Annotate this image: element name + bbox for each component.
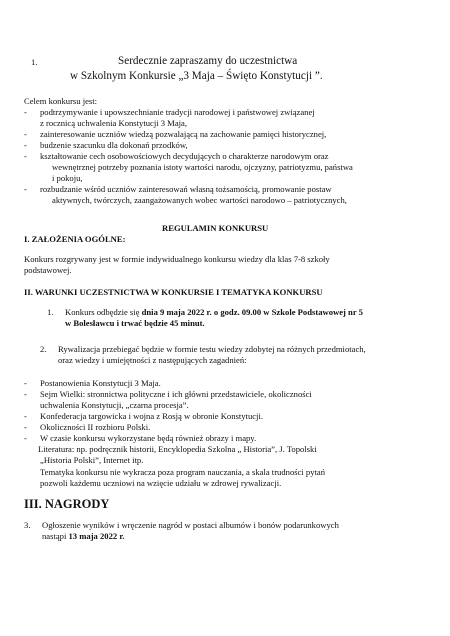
section-1-text-line-1: Konkurs rozgrywany jest w formie indywidualnego konkursu wiedzy dla klas 7-8 szkoły bbox=[24, 254, 330, 264]
goal-item-4-line-1: kształtowanie cech osobowościowych decydujących o charakterze narodowym oraz bbox=[40, 151, 329, 161]
scope-line-2: pozwoli każdemu uczniowi na wzięcie udziału w zdrowej rywalizacji. bbox=[40, 478, 282, 488]
goals-intro: Celem konkursu jest: bbox=[24, 96, 98, 106]
point-1-line-1 bbox=[65, 307, 363, 317]
topic-bullet: - bbox=[24, 378, 27, 388]
invitation-title: Serdecznie zapraszamy do uczestnictwa bbox=[118, 55, 298, 67]
point-1-number: 1. bbox=[47, 307, 54, 317]
point-3-text: nastąpi bbox=[42, 531, 69, 541]
goal-bullet: - bbox=[24, 140, 27, 150]
goal-item-4-line-2: wewnętrznej potrzeby poznania istoty wartości narodu, ojczyzny, patriotyzmu, państwa bbox=[52, 162, 353, 172]
topic-2-line-2: uchwalenia Konstytucji, „czarna procesja”. bbox=[40, 400, 189, 410]
goal-item-2: zainteresowanie uczniów wiedzą pozwalającą na zachowanie pamięci historycznej, bbox=[40, 129, 327, 139]
contest-title: w Szkolnym Konkursie „3 Maja – Święto Konstytucji ”. bbox=[70, 70, 323, 82]
header-number: 1. bbox=[31, 57, 38, 67]
goal-item-5-line-2: aktywnych, twórczych, zaangażowanych wobec wartości narodowo – patriotycznych, bbox=[52, 195, 347, 205]
point-2-line-1: Rywalizacja przebiegać będzie w formie testu wiedzy zdobytej na różnych przedmiotach, bbox=[58, 344, 366, 354]
point-1-date-place: dnia 9 maja 2022 r. o godz. 09.00 w Szkole Podstawowej nr 5 bbox=[141, 307, 363, 317]
literature-line-1: Literatura: np. podręcznik historii, Encyklopedia Szkolna „ Historia”, J. Topolski bbox=[38, 444, 317, 454]
topic-bullet: - bbox=[24, 411, 27, 421]
point-3-date: 13 maja 2022 r. bbox=[68, 531, 125, 541]
goal-item-1-line-1: podtrzymywanie i upowszechnianie tradycji narodowej i państwowej związanej bbox=[40, 107, 315, 117]
goal-item-3: budzenie szacunku dla dokonań przodków, bbox=[40, 140, 188, 150]
topic-1: Postanowienia Konstytucji 3 Maja. bbox=[40, 378, 161, 388]
topic-3: Konfederacja targowicka i wojna z Rosją w obronie Konstytucji. bbox=[40, 411, 263, 421]
section-1-text-line-2: podstawowej. bbox=[24, 265, 72, 275]
goal-item-1-line-2: z rocznicą uchwalenia Konstytucji 3 Maja, bbox=[40, 118, 187, 128]
goal-item-5-line-1: rozbudzanie wśród uczniów zainteresowań własną tożsamością, promowanie postaw bbox=[40, 184, 332, 194]
topic-bullet: - bbox=[24, 422, 27, 432]
goal-bullet: - bbox=[24, 107, 27, 117]
point-3-line-1: Ogłoszenie wyników i wręczenie nagród w postaci albumów i bonów podarunkowych bbox=[42, 520, 339, 530]
topic-bullet: - bbox=[24, 389, 27, 399]
point-1-line-2: w Bolesławcu i trwać będzie 45 minut. bbox=[65, 318, 205, 328]
section-3-title: III. NAGRODY bbox=[24, 497, 110, 511]
point-2-number: 2. bbox=[40, 344, 47, 354]
point-3-number: 3. bbox=[24, 520, 31, 530]
topic-4: Okoliczności II rozbioru Polski. bbox=[40, 422, 151, 432]
section-1-title: I. ZAŁOŻENIA OGÓLNE: bbox=[24, 234, 126, 244]
goal-bullet: - bbox=[24, 184, 27, 194]
goal-bullet: - bbox=[24, 129, 27, 139]
scope-line-1: Tematyka konkursu nie wykracza poza program nauczania, a skala trudności pytań bbox=[40, 467, 326, 477]
topic-bullet: - bbox=[24, 433, 27, 443]
goal-item-4-line-3: i pokoju, bbox=[52, 173, 83, 183]
section-2-title: II. WARUNKI UCZESTNICTWA W KONKURSIE I TEMATYKA KONKURSU bbox=[24, 287, 323, 297]
topic-5: W czasie konkursu wykorzystane będą również obrazy i mapy. bbox=[40, 433, 257, 443]
point-2-line-2: oraz wiedzy i umiejętności z następujących zagadnień: bbox=[58, 355, 247, 365]
topic-2-line-1: Sejm Wielki: stronnictwa polityczne i ich główni przedstawiciele, okoliczności bbox=[40, 389, 312, 399]
rules-title: REGULAMIN KONKURSU bbox=[162, 223, 269, 233]
literature-line-2: „Historia Polski”, Internet itp. bbox=[40, 455, 144, 465]
point-1-text: Konkurs odbędzie się bbox=[65, 307, 142, 317]
point-3-line-2 bbox=[42, 531, 125, 541]
goal-bullet: - bbox=[24, 151, 27, 161]
